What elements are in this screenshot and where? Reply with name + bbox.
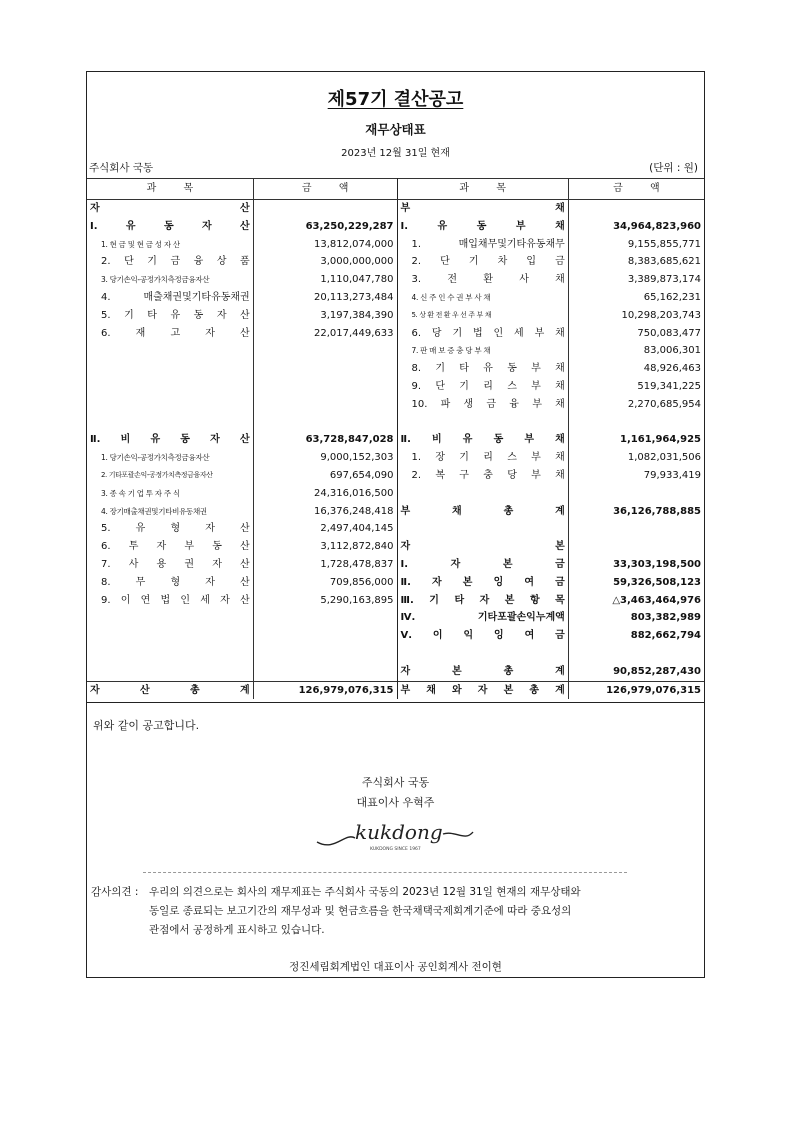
left-amount-cell: 20,113,273,484 — [253, 289, 397, 307]
left-amount-cell — [253, 663, 397, 681]
right-amount-cell: 882,662,794 — [630, 630, 701, 642]
left-amount-cell: 13,812,074,000 — [253, 236, 397, 254]
left-subject-cell — [87, 645, 253, 663]
left-amount-cell: 5,290,163,895 — [253, 592, 397, 610]
left-amount-cell: 9,000,152,303 — [253, 449, 397, 467]
left-amount-cell: 697,654,090 — [253, 467, 397, 485]
right-subject-label: 1. 매입채무및기타유동채무 — [411, 238, 565, 250]
left-subject-label: 8. 무 형 자 산 — [101, 576, 250, 588]
right-subject-label: 9. 단 기 리 스 부 채 — [411, 380, 565, 392]
left-subject-cell — [87, 218, 253, 236]
right-subject-cell — [397, 414, 568, 432]
notice-text: 위와 같이 공고합니다. — [93, 719, 200, 732]
table-row — [87, 200, 704, 218]
left-amount-cell: 2,497,404,145 — [253, 520, 397, 538]
left-amount-cell: 3,112,872,840 — [253, 538, 397, 556]
table-row — [87, 485, 704, 503]
balance-sheet-table — [87, 178, 704, 699]
left-amount-cell — [253, 342, 397, 360]
left-subject-cell — [87, 431, 253, 449]
left-subject-cell — [87, 663, 253, 681]
left-amount-cell — [253, 396, 397, 414]
right-subject-cell — [397, 663, 568, 681]
right-amount-cell: 126,979,076,315 — [568, 681, 704, 699]
right-subject-label: 3. 전 환 사 채 — [411, 274, 565, 286]
right-subject-label: 1. 장 기 리 스 부 채 — [411, 452, 565, 464]
right-amount-cell: 33,303,198,500 — [613, 558, 701, 570]
left-subject-cell — [87, 609, 253, 627]
right-subject-cell — [397, 520, 568, 538]
left-amount-cell — [253, 645, 397, 663]
table-row — [87, 538, 704, 556]
left-subject-label: 6. 투 자 부 동 산 — [101, 541, 250, 553]
left-amount-cell: 709,856,000 — [253, 574, 397, 592]
unit-label: (단위 : 원) — [649, 162, 698, 174]
right-amount-cell: 65,162,231 — [643, 291, 701, 303]
left-amount-cell — [253, 627, 397, 645]
left-subject-label: 5. 기 타 유 동 자 산 — [101, 309, 250, 321]
right-amount-cell: 750,083,477 — [637, 327, 701, 339]
left-amount-cell — [253, 360, 397, 378]
right-subject-cell — [397, 627, 568, 645]
page-title: 제57기 결산공고 — [327, 89, 464, 110]
left-subject-label: 3. 당기손익-공정가치측정금융자산 — [101, 275, 210, 285]
right-subject-label: 부 채 와 자 본 총 계 — [400, 684, 565, 696]
left-subject-cell — [87, 307, 253, 325]
left-subject-cell — [87, 253, 253, 271]
statement-date: 2023년 12월 31일 현재 — [341, 148, 450, 159]
table-row — [87, 663, 704, 681]
right-subject-cell — [397, 342, 568, 360]
table-header-row — [87, 179, 704, 200]
right-subject-cell — [397, 538, 568, 556]
left-subject-label: 5. 유 형 자 산 — [101, 523, 250, 535]
right-subject-label: Ⅱ. 자 본 잉 여 금 — [400, 576, 565, 588]
left-amount-cell — [253, 200, 397, 218]
table-row — [87, 289, 704, 307]
right-amount-cell: 9,155,855,771 — [627, 238, 701, 250]
left-subject-cell — [87, 681, 253, 699]
right-subject-label: 5. 상 환 전 환 우 선 주 부 채 — [411, 310, 492, 319]
left-subject-cell — [87, 360, 253, 378]
dashed-separator — [143, 872, 627, 873]
right-amount-cell: 2,270,685,954 — [627, 398, 701, 410]
logo-tagline: KUKDONG SINCE 1967 — [370, 847, 421, 852]
left-subject-label: 9. 이 연 법 인 세 자 산 — [101, 594, 250, 606]
right-amount-cell: 79,933,419 — [643, 469, 701, 481]
left-subject-cell — [87, 485, 253, 503]
right-subject-cell — [397, 485, 568, 503]
right-amount-cell: 3,389,873,174 — [627, 274, 701, 286]
left-amount-cell — [253, 378, 397, 396]
right-subject-label: 부 채 총 계 — [400, 505, 565, 517]
header-subject-left: 과 목 — [87, 179, 253, 200]
right-amount-cell: 1,161,964,925 — [620, 434, 701, 446]
left-subject-label: Ⅰ. 유 동 자 산 — [90, 220, 250, 232]
right-amount-cell: △3,463,464,976 — [612, 594, 701, 606]
right-subject-cell — [397, 431, 568, 449]
opinion-label: 감사의견 : — [91, 886, 139, 898]
right-subject-cell — [397, 396, 568, 414]
right-subject-cell — [397, 236, 568, 254]
right-subject-cell — [397, 574, 568, 592]
left-subject-label: 자 산 — [90, 203, 250, 214]
left-subject-cell — [87, 289, 253, 307]
left-subject-cell — [87, 592, 253, 610]
kukdong-logo — [315, 812, 475, 857]
table-row — [87, 307, 704, 325]
table-row — [87, 574, 704, 592]
right-subject-cell — [397, 218, 568, 236]
lower-section-divider — [87, 702, 704, 703]
logo-swash-right — [443, 832, 473, 836]
right-subject-label: 2. 복 구 충 당 부 채 — [411, 469, 565, 481]
right-subject-label: 10. 파 생 금 융 부 채 — [411, 398, 565, 410]
left-amount-cell: 1,728,478,837 — [253, 556, 397, 574]
left-subject-cell — [87, 538, 253, 556]
left-subject-cell — [87, 520, 253, 538]
right-subject-cell — [397, 556, 568, 574]
left-subject-cell — [87, 342, 253, 360]
opinion-line-3: 관점에서 공정하게 표시하고 있습니다. — [149, 924, 325, 936]
right-amount-cell — [568, 645, 704, 663]
left-subject-label: 3. 종 속 기 업 투 자 주 식 — [101, 488, 180, 498]
right-amount-cell: 10,298,203,743 — [621, 309, 701, 321]
signature-company: 주식회사 국동 — [361, 776, 430, 789]
right-amount-cell: 59,326,508,123 — [613, 576, 701, 588]
left-subject-cell — [87, 556, 253, 574]
header-amount-left: 금 액 — [253, 179, 397, 200]
left-amount-cell — [253, 609, 397, 627]
left-subject-label: Ⅱ. 비 유 동 자 산 — [90, 434, 250, 446]
left-subject-label: 2. 단 기 금 융 상 품 — [101, 256, 250, 268]
audit-opinion — [91, 883, 581, 940]
right-subject-label: Ⅰ. 자 본 금 — [400, 558, 565, 570]
right-amount-cell — [568, 538, 704, 556]
right-subject-cell — [397, 360, 568, 378]
logo-wordmark: kukdong — [355, 820, 443, 844]
table-row — [87, 396, 704, 414]
right-subject-label: 자 본 — [400, 541, 565, 553]
header-amount-right: 금 액 — [568, 179, 704, 200]
right-amount-cell: 803,382,989 — [630, 612, 701, 624]
auditor-signature: 정진세림회계법인 대표이사 공인회계사 전이현 — [289, 961, 502, 973]
right-subject-cell — [397, 200, 568, 218]
left-subject-cell — [87, 627, 253, 645]
right-subject-label: Ⅲ. 기 타 자 본 항 목 — [400, 594, 565, 606]
signature-ceo: 대표이사 우혁주 — [356, 796, 435, 809]
right-subject-cell — [397, 325, 568, 343]
announcement-frame — [86, 71, 705, 978]
left-subject-cell — [87, 271, 253, 289]
right-subject-label: Ⅳ. 기타포괄손익누계액 — [400, 612, 565, 624]
table-row — [87, 592, 704, 610]
table-row — [87, 449, 704, 467]
right-amount-cell: 34,964,823,960 — [613, 220, 701, 232]
right-subject-cell — [397, 378, 568, 396]
left-subject-label: 자 산 총 계 — [90, 684, 250, 696]
table-row — [87, 360, 704, 378]
table-row — [87, 271, 704, 289]
right-subject-cell — [397, 289, 568, 307]
left-amount-cell — [253, 414, 397, 432]
left-amount-cell: 16,376,248,418 — [253, 503, 397, 521]
left-subject-label: 2. 기타포괄손익-공정가치측정금융자산 — [101, 470, 213, 479]
left-subject-cell — [87, 325, 253, 343]
right-subject-cell — [397, 307, 568, 325]
right-subject-label: 6. 당 기 법 인 세 부 채 — [411, 327, 565, 339]
header-subject-right: 과 목 — [397, 179, 568, 200]
table-row — [87, 627, 704, 645]
table-row — [87, 645, 704, 663]
right-amount-cell: 48,926,463 — [643, 363, 701, 375]
right-subject-label: 4. 신 주 인 수 권 부 사 채 — [411, 292, 491, 302]
left-amount-cell: 3,000,000,000 — [253, 253, 397, 271]
table-row — [87, 236, 704, 254]
table-row — [87, 609, 704, 627]
left-subject-cell — [87, 574, 253, 592]
right-amount-cell: 90,852,287,430 — [613, 665, 701, 677]
table-row — [87, 325, 704, 343]
right-subject-label: Ⅰ. 유 동 부 채 — [400, 220, 565, 232]
left-subject-label: 1. 현 금 및 현 금 성 자 산 — [101, 239, 180, 249]
left-subject-cell — [87, 414, 253, 432]
statement-title: 재무상태표 — [365, 122, 426, 137]
left-subject-label: 4. 장기매출채권및기타비유동채권 — [101, 506, 207, 516]
left-amount-cell: 63,728,847,028 — [253, 431, 397, 449]
right-subject-label: Ⅱ. 비 유 동 부 채 — [400, 434, 565, 446]
left-amount-cell: 63,250,229,287 — [253, 218, 397, 236]
right-subject-cell — [397, 271, 568, 289]
left-subject-label: 7. 사 용 권 자 산 — [101, 558, 250, 570]
right-amount-cell — [568, 414, 704, 432]
table-row — [87, 253, 704, 271]
right-subject-cell — [397, 681, 568, 699]
opinion-line-1: 우리의 의견으로는 회사의 재무제표는 주식회사 국동의 2023년 12월 31일 현재의 재무상태와 — [149, 886, 581, 898]
table-row — [87, 414, 704, 432]
right-subject-cell — [397, 609, 568, 627]
table-row — [87, 503, 704, 521]
table-row — [87, 218, 704, 236]
right-subject-cell — [397, 503, 568, 521]
left-subject-cell — [87, 236, 253, 254]
right-subject-cell — [397, 592, 568, 610]
left-amount-cell: 1,110,047,780 — [253, 271, 397, 289]
right-subject-cell — [397, 253, 568, 271]
company-name: 주식회사 국동 — [89, 162, 154, 174]
left-amount-cell: 126,979,076,315 — [253, 681, 397, 699]
left-subject-cell — [87, 378, 253, 396]
right-amount-cell: 83,006,301 — [643, 345, 701, 357]
right-subject-cell — [397, 449, 568, 467]
table-row — [87, 431, 704, 449]
table-row — [87, 467, 704, 485]
right-amount-cell: 519,341,225 — [637, 380, 701, 392]
table-row — [87, 681, 704, 699]
opinion-line-2: 동일로 종료되는 보고기간의 재무성과 및 현금흐름을 한국채택국제회계기준에 따라 중요성의 — [149, 905, 572, 917]
right-subject-label: 자 본 총 계 — [400, 665, 565, 677]
table-row — [87, 378, 704, 396]
left-subject-cell — [87, 449, 253, 467]
table-row — [87, 342, 704, 360]
right-subject-cell — [397, 645, 568, 663]
left-subject-cell — [87, 467, 253, 485]
left-subject-cell — [87, 396, 253, 414]
left-subject-cell — [87, 200, 253, 218]
left-amount-cell: 24,316,016,500 — [253, 485, 397, 503]
logo-swash-left — [317, 837, 355, 845]
right-subject-label: 8. 기 타 유 동 부 채 — [411, 363, 565, 375]
table-row — [87, 556, 704, 574]
right-amount-cell: 1,082,031,506 — [627, 452, 701, 464]
right-subject-label: Ⅴ. 이 익 잉 여 금 — [400, 630, 565, 642]
left-amount-cell: 22,017,449,633 — [253, 325, 397, 343]
left-subject-label: 1. 당기손익-공정가치측정금융자산 — [101, 453, 210, 463]
left-subject-label: 6. 재 고 자 산 — [101, 327, 250, 339]
right-amount-cell — [568, 200, 704, 218]
left-amount-cell: 3,197,384,390 — [253, 307, 397, 325]
right-amount-cell — [568, 520, 704, 538]
left-subject-cell — [87, 503, 253, 521]
right-amount-cell: 8,383,685,621 — [627, 256, 701, 268]
right-amount-cell — [568, 485, 704, 503]
right-amount-cell: 36,126,788,885 — [613, 505, 701, 517]
right-subject-label: 부 채 — [400, 203, 565, 214]
left-subject-label: 4. 매출채권및기타유동채권 — [101, 291, 250, 303]
table-row — [87, 520, 704, 538]
right-subject-cell — [397, 467, 568, 485]
right-subject-label: 2. 단 기 차 입 금 — [411, 256, 565, 268]
right-subject-label: 7. 판 매 보 증 충 당 부 채 — [411, 346, 491, 356]
